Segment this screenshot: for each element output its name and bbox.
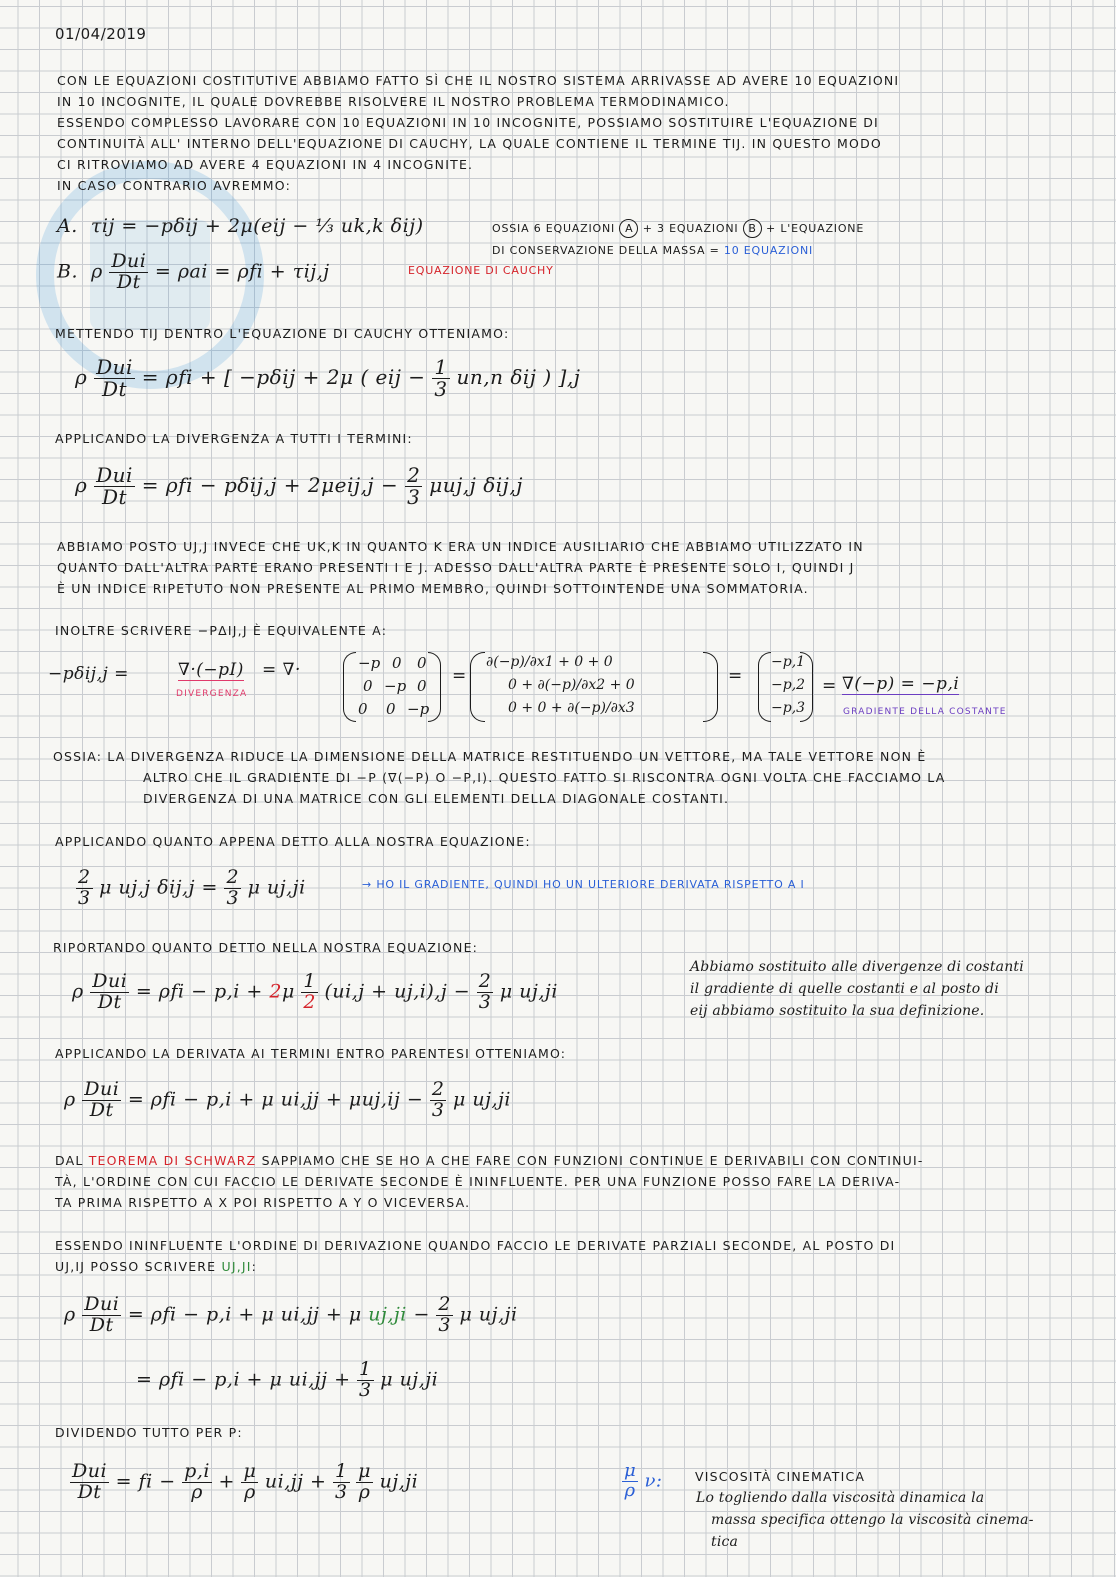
kinematic-viscosity-symbol (622, 1462, 662, 1501)
eq12-part-c: ui,jj + (264, 1470, 327, 1493)
schwarz-line-2: TÀ, L'ORDINE CON CUI FACCIO LE DERIVATE SECONDE È ININFLUENTE. PER UNA FUNZIONE POSSO FARE LA DERIVA- (55, 1174, 901, 1189)
frac-den: 3 (226, 886, 240, 909)
frac-num: 1 (434, 355, 448, 379)
text-part: DAL (55, 1153, 84, 1168)
eq10-green-term: uj,ji (368, 1303, 407, 1326)
frac-den: Dt (89, 1098, 114, 1121)
frac-num: Dui (96, 355, 133, 379)
eq2-part-b: μuj,j δij,j (429, 473, 523, 497)
circle-b: B (743, 219, 762, 238)
frac-num: μ (358, 1460, 372, 1482)
step-1-text: METTENDO ΤIJ DENTRO L'EQUAZIONE DI CAUCHY OTTENIAMO: (55, 326, 510, 341)
eq1-part-a: = ρfi + [ −pδij + 2μ ( eij − (141, 365, 426, 389)
note-part: + 3 EQUAZIONI (642, 222, 739, 235)
paragraph-10-line-2 (55, 1256, 257, 1277)
matrix-1-cell: 0 (386, 700, 396, 718)
cauchy-equation-label: EQUAZIONE DI CAUCHY (408, 264, 554, 277)
intro-line-1: CON LE EQUAZIONI COSTITUTIVE ABBIAMO FATTO SÌ CHE IL NOSTRO SISTEMA ARRIVASSE AD AVERE 10 EQUAZIONI (57, 73, 900, 88)
gradient-result: ∇(−p) = −p,i (842, 674, 960, 694)
eq11-part-b: μ uj,ji (380, 1368, 439, 1391)
frac-den: Dt (101, 485, 128, 509)
frac-num: Dui (111, 250, 147, 272)
swapped-index-highlight: UJ,JI (221, 1259, 252, 1274)
equation-11 (136, 1360, 438, 1401)
eq10-part-b: − (413, 1303, 430, 1326)
equation-8: ρ $\frac{\text{Dui}}{Dt}$ = ρfi − p,i + μ ui,jj + μuj,ij − $\frac{2}{3}$ μ uj,ji (64, 1078, 512, 1121)
intro-line-4: CONTINUITÀ ALL' INTERNO DELL'EQUAZIONE DI CAUCHY, LA QUALE CONTIENE IL TERMINE ΤIJ. IN QUESTO MODO (57, 136, 882, 151)
eq10-part-a: = ρfi − p,i + μ ui,jj + μ (127, 1303, 362, 1326)
frac-den: Dt (89, 1313, 114, 1336)
vector-cell: −p,3 (771, 700, 806, 716)
side-note-7-line-1: Abbiamo sostituito alle divergenze di costanti (690, 959, 1024, 975)
ten-equations-highlight: 10 EQUAZIONI (723, 244, 814, 257)
paragraph-5-line-1: OSSIA: LA DIVERGENZA RIDUCE LA DIMENSIONE DELLA MATRICE RESTITUENDO UN VETTORE, MA TALE VETTORE NON È (53, 749, 927, 764)
gradient-note: → HO IL GRADIENTE, QUINDI HO UN ULTERIORE DERIVATA RISPETTO A I (362, 878, 805, 891)
frac-den: Dt (77, 1480, 102, 1503)
step-2-text: APPLICANDO LA DIVERGENZA A TUTTI I TERMINI: (55, 431, 413, 446)
matrix-1-cell: 0 (417, 677, 427, 695)
frac-den: ρ (624, 1479, 636, 1501)
matrix-1-cell: 0 (358, 700, 368, 718)
frac-den: 3 (431, 1098, 445, 1121)
frac-num: 2 (438, 1293, 451, 1315)
equals-sign: = (452, 666, 467, 686)
eq8-part-b: μ uj,ji (452, 1088, 512, 1111)
frac-den: ρ (191, 1480, 203, 1503)
side-note-7-line-3: eij abbiamo sostituito la sua definizione. (690, 1003, 985, 1019)
mu: μ (281, 980, 295, 1003)
equation-6 (76, 868, 306, 909)
eq1-part-b: un,n δij ) ],j (456, 365, 581, 389)
eq7-part-a: = ρfi − p,i + (135, 980, 263, 1003)
frac-num: μ (624, 1460, 637, 1481)
equation-2: ρ $\frac{\text{Dui}}{Dt}$ = ρfi − pδij,j + 2μeij,j − $\frac{2}{3}$ μuj,j δij,j (75, 463, 523, 509)
step-8-text: APPLICANDO LA DERIVATA AI TERMINI ENTRO PARENTESI OTTENIAMO: (55, 1046, 567, 1061)
frac-num: 2 (478, 970, 492, 992)
matrix-1-cell: −p (384, 677, 407, 695)
text-part: UJ,IJ POSSO SCRIVERE (55, 1259, 217, 1274)
matrix-2-row: 0 + 0 + ∂(−p)/∂x3 (508, 700, 635, 716)
paragraph-3-line-2: QUANTO DALL'ALTRA PARTE ERANO PRESENTI I E J. ADESSO DALL'ALTRA PARTE È PRESENTE SOLO I, QUINDI J (57, 560, 855, 575)
step-7-text: RIPORTANDO QUANTO DETTO NELLA NOSTRA EQUAZIONE: (53, 940, 479, 955)
frac-num: 2 (226, 866, 240, 888)
paragraph-3-line-3: È UN INDICE RIPETUTO NON PRESENTE AL PRIMO MEMBRO, QUINDI SOTTOINTENDE UNA SOMMATORIA. (57, 581, 809, 596)
frac-den: ρ (244, 1480, 256, 1503)
frac-den: 3 (438, 1313, 451, 1336)
eq4-divergence-expr (178, 660, 244, 680)
kinematic-viscosity-line-3: tica (711, 1534, 739, 1550)
equation-a (57, 215, 424, 237)
frac-den: Dt (101, 377, 128, 401)
equation-count-note-1 (492, 218, 864, 239)
step-4-text: INOLTRE SCRIVERE −PΔIJ,J È EQUIVALENTE A: (55, 623, 388, 638)
equation-12 (70, 1462, 418, 1503)
frac-den: 2 (303, 990, 316, 1013)
rho: ρ (91, 260, 103, 283)
equation-1: ρ $\frac{\text{Dui}}{Dt}$ = ρfi + [ −pδij + 2μ ( eij − $\frac{1}{3}$ un,n δij ) ],j (75, 355, 581, 401)
frac-den: ρ (358, 1480, 371, 1503)
frac-num: 1 (303, 970, 316, 992)
frac-num: μ (243, 1460, 257, 1482)
frac-den: Dt (97, 990, 122, 1013)
frac-den: 3 (407, 485, 421, 509)
eq6-part-b: μ uj,ji (247, 876, 306, 899)
equation-7: ρ $\frac{\text{Dui}}{Dt}$ = ρfi − p,i + 2μ $\frac{1}{2}$ (ui,j + uj,i),j − $\frac{2}{3}$ μ uj,ji (72, 970, 558, 1013)
material-derivative (109, 252, 148, 293)
frac-num: 1 (359, 1358, 372, 1380)
vector-cell: −p,1 (771, 654, 806, 670)
cancelled-two: 2 (269, 980, 282, 1003)
paragraph-10-line-1: ESSENDO ININFLUENTE L'ORDINE DI DERIVAZIONE QUANDO FACCIO LE DERIVATE PARZIALI SECONDE, AL POSTO DI (55, 1238, 896, 1253)
frac-num: Dui (96, 463, 133, 487)
eq2-part-a: = ρfi − pδij,j + 2μeij,j − (141, 473, 399, 497)
eq7-part-c: μ uj,ji (499, 980, 558, 1003)
eq12-part-a: = fi − (115, 1470, 176, 1493)
eq8-part-a: = ρfi − p,i + μ ui,jj + μuj,ij − (127, 1088, 424, 1111)
paragraph-3-line-1: ABBIAMO POSTO UJ,J INVECE CHE UK,K IN QUANTO K ERA UN INDICE AUSILIARIO CHE ABBIAMO UTILIZZATO IN (57, 539, 864, 554)
matrix-1-cell: 0 (363, 677, 373, 695)
eq11-part-a: = ρfi − p,i + μ ui,jj + (136, 1368, 351, 1391)
date: 01/04/2019 (55, 25, 147, 43)
paragraph-5-line-2: ALTRO CHE IL GRADIENTE DI −P (∇(−P) O −P,I). QUESTO FATTO SI RISCONTRA OGNI VOLTA CHE FACCIAMO LA (143, 770, 946, 785)
equation-b (57, 252, 330, 293)
equation-b-label: B. (57, 260, 79, 283)
intro-line-2: IN 10 INCOGNITE, IL QUALE DOVREBBE RISOLVERE IL NOSTRO PROBLEMA TERMODINAMICO. (57, 94, 730, 109)
text-part: : (251, 1259, 258, 1274)
intro-line-6: IN CASO CONTRARIO AVREMMO: (57, 178, 291, 193)
matrix-1-cell: 0 (392, 654, 402, 672)
divergence-label: DIVERGENZA (176, 689, 248, 699)
note-part: + L'EQUAZIONE (766, 222, 865, 235)
equals-sign: = (822, 676, 837, 696)
eq12-part-d: uj,ji (379, 1470, 419, 1493)
equation-a-text: τij = −pδij + 2μ(eij − ⅓ uk,k δij) (90, 215, 424, 237)
equals-sign: = (728, 666, 743, 686)
matrix-1-cell: 0 (417, 654, 427, 672)
frac-num: 1 (335, 1460, 348, 1482)
matrix-2-left-bracket (470, 652, 485, 722)
vector-left-bracket (758, 652, 771, 722)
eq10-part-c: μ uj,ji (459, 1303, 518, 1326)
vector-cell: −p,2 (771, 677, 806, 693)
equation-a-label: A. (57, 215, 78, 237)
frac-num: 2 (407, 463, 421, 487)
side-note-7-line-2: il gradiente di quelle costanti e al posto di (690, 981, 999, 997)
schwarz-theorem-highlight: TEOREMA DI SCHWARZ (88, 1153, 257, 1168)
intro-line-5: CI RITROVIAMO AD AVERE 4 EQUAZIONI IN 4 INCOGNITE. (57, 157, 474, 172)
note-part: DI CONSERVAZIONE DELLA MASSA = (492, 244, 720, 257)
divergence-expr: ∇·(−pI) (178, 660, 244, 680)
frac-num: p,i (184, 1460, 210, 1482)
equation-b-rest: = ρai = ρfi + τij,j (154, 260, 330, 283)
kinematic-viscosity-line-1: Lo togliendo dalla viscosità dinamica la (696, 1490, 985, 1506)
schwarz-line-3: TA PRIMA RISPETTO A X POI RISPETTO A Y O VICEVERSA. (55, 1195, 471, 1210)
matrix-2-row: 0 + ∂(−p)/∂x2 + 0 (508, 677, 635, 693)
step-12-text: DIVIDENDO TUTTO PER Ρ: (55, 1425, 243, 1440)
frac-num: Dui (72, 1460, 108, 1482)
frac-num: Dui (84, 1293, 120, 1315)
gradient-label: GRADIENTE DELLA COSTANTE (843, 707, 1007, 717)
frac-num: Dui (84, 1078, 120, 1100)
matrix-1-right-bracket (428, 652, 441, 722)
frac-den: 3 (78, 886, 91, 909)
frac-den: 3 (434, 377, 448, 401)
eq4-lhs: −pδij,j = (48, 664, 129, 684)
frac-num: 2 (78, 866, 91, 888)
kinematic-viscosity-title: VISCOSITÀ CINEMATICA (695, 1469, 866, 1484)
step-6-text: APPLICANDO QUANTO APPENA DETTO ALLA NOSTRA EQUAZIONE: (55, 834, 531, 849)
equation-count-note-2 (492, 240, 813, 261)
eq12-part-b: + (218, 1470, 235, 1493)
intro-line-3: ESSENDO COMPLESSO LAVORARE CON 10 EQUAZIONI IN 10 INCOGNITE, POSSIAMO SOSTITUIRE L'EQUAZIONE DI (57, 115, 879, 130)
matrix-1-left-bracket (343, 652, 356, 722)
schwarz-line-1 (55, 1150, 924, 1171)
frac-num: Dui (92, 970, 128, 992)
frac-den: Dt (116, 270, 141, 293)
eq6-part-a: μ uj,j δij,j = (99, 876, 218, 899)
matrix-2-right-bracket (703, 652, 718, 722)
matrix-2-row: ∂(−p)/∂x1 + 0 + 0 (486, 654, 613, 670)
nu-symbol: ν: (644, 1470, 663, 1492)
paragraph-5-line-3: DIVERGENZA DI UNA MATRICE CON GLI ELEMENTI DELLA DIAGONALE COSTANTI. (143, 791, 730, 806)
eq4-nabla: = ∇· (262, 660, 301, 680)
frac-den: 3 (359, 1378, 372, 1401)
equation-10: ρ $\frac{\text{Dui}}{Dt}$ = ρfi − p,i + μ ui,jj + μ uj,ji − $\frac{2}{3}$ μ uj,ji (64, 1293, 518, 1336)
matrix-1-cell: −p (358, 654, 381, 672)
kinematic-viscosity-line-2: massa specifica ottengo la viscosità cinema- (711, 1512, 1034, 1528)
frac-den: 3 (335, 1480, 348, 1503)
eq7-part-b: (ui,j + uj,i),j − (324, 980, 471, 1003)
circle-a: A (619, 219, 638, 238)
text-part: SAPPIAMO CHE SE HO A CHE FARE CON FUNZIONI CONTINUE E DERIVABILI CON CONTINUI- (261, 1153, 924, 1168)
matrix-1-cell: −p (407, 700, 430, 718)
frac-den: 3 (478, 990, 492, 1013)
note-part: OSSIA 6 EQUAZIONI (492, 222, 616, 235)
frac-num: 2 (431, 1078, 445, 1100)
